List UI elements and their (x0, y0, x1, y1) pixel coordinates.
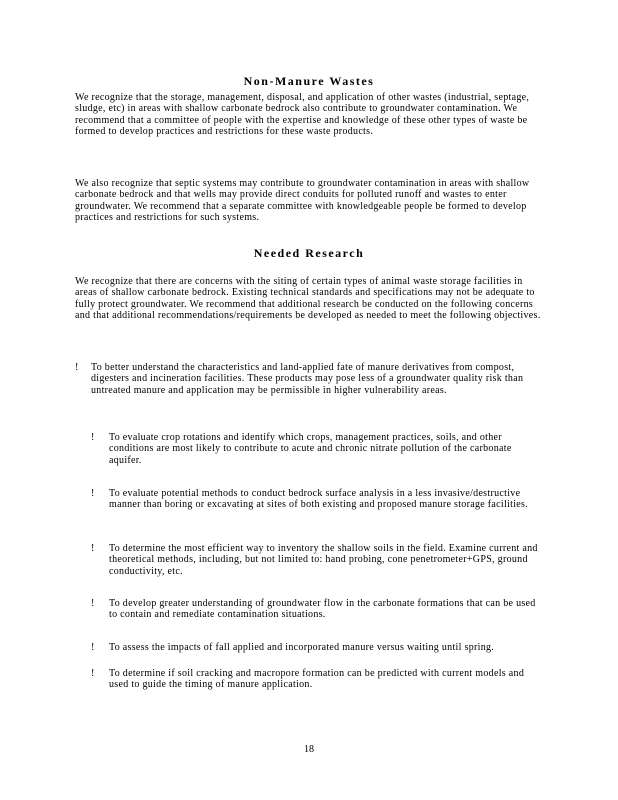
bullet-marker: ! (91, 598, 95, 609)
paragraph-septic-systems: We also recognize that septic systems may contribute to groundwater contamination in areas with shallow carbonate bedrock and that wells may provide direct conduits for polluted runoff and wastes to enter groundwater. We recommend that a separate committee with knowledgeable people be formed to develop practices and restrictions for such systems. (75, 178, 530, 224)
bullet-marker: ! (91, 642, 95, 653)
sub-bullet-text: To evaluate potential methods to conduct bedrock surface analysis in a less invasive/destructive manner than boring or excavating at sites of both existing and proposed manure storage facilities. (109, 488, 529, 511)
bullet-marker: ! (75, 362, 79, 373)
heading-non-manure-wastes: Non-Manure Wastes (243, 74, 375, 88)
paragraph-research-intro: We recognize that there are concerns with the siting of certain types of animal waste storage facilities in areas of shallow carbonate bedrock. Existing technical standards and specifications may not be adequate to fully protect groundwater. We recommend that additional research be conducted on the following concerns and that additional recommendations/requirements be developed as needed to meet the following objectives. (75, 276, 541, 322)
heading-needed-research: Needed Research (253, 246, 365, 260)
sub-bullet-text: To develop greater understanding of groundwater flow in the carbonate formations that can be used to contain and remediate contamination situations. (109, 598, 536, 621)
sub-bullet-text: To determine if soil cracking and macropore formation can be predicted with current models and used to guide the timing of manure application. (109, 668, 525, 691)
main-bullet-text: To better understand the characteristics and land-applied fate of manure derivatives from compost, digesters and incineration facilities. These products may pose less of a groundwater quality risk than untreated manure and application may be permissible in higher vulnerability areas. (91, 362, 524, 396)
bullet-marker: ! (91, 488, 95, 499)
bullet-marker: ! (91, 668, 95, 679)
bullet-marker: ! (91, 432, 95, 443)
sub-bullet-text: To determine the most efficient way to inventory the shallow soils in the field. Examine current and theoretical methods, including, but not limited to: hand probing, cone penetrometer+GPS, ground conductivity, etc. (109, 543, 538, 577)
sub-bullet-text: To assess the impacts of fall applied and incorporated manure versus waiting until spring. (109, 642, 495, 653)
page-number: 18 (304, 744, 314, 755)
paragraph-other-wastes: We recognize that the storage, management, disposal, and application of other wastes (industrial, septage, sludge, etc) in areas with shallow carbonate bedrock also contribute to groundwater contamination. We recommend that a committee of people with the expertise and knowledge of these other types of waste be formed to develop practices and restrictions for these waste products. (75, 92, 530, 138)
bullet-marker: ! (91, 543, 95, 554)
sub-bullet-text: To evaluate crop rotations and identify which crops, management practices, soils, and other conditions are most likely to contribute to acute and chronic nitrate pollution of the carbonate aquifer. (109, 432, 512, 466)
